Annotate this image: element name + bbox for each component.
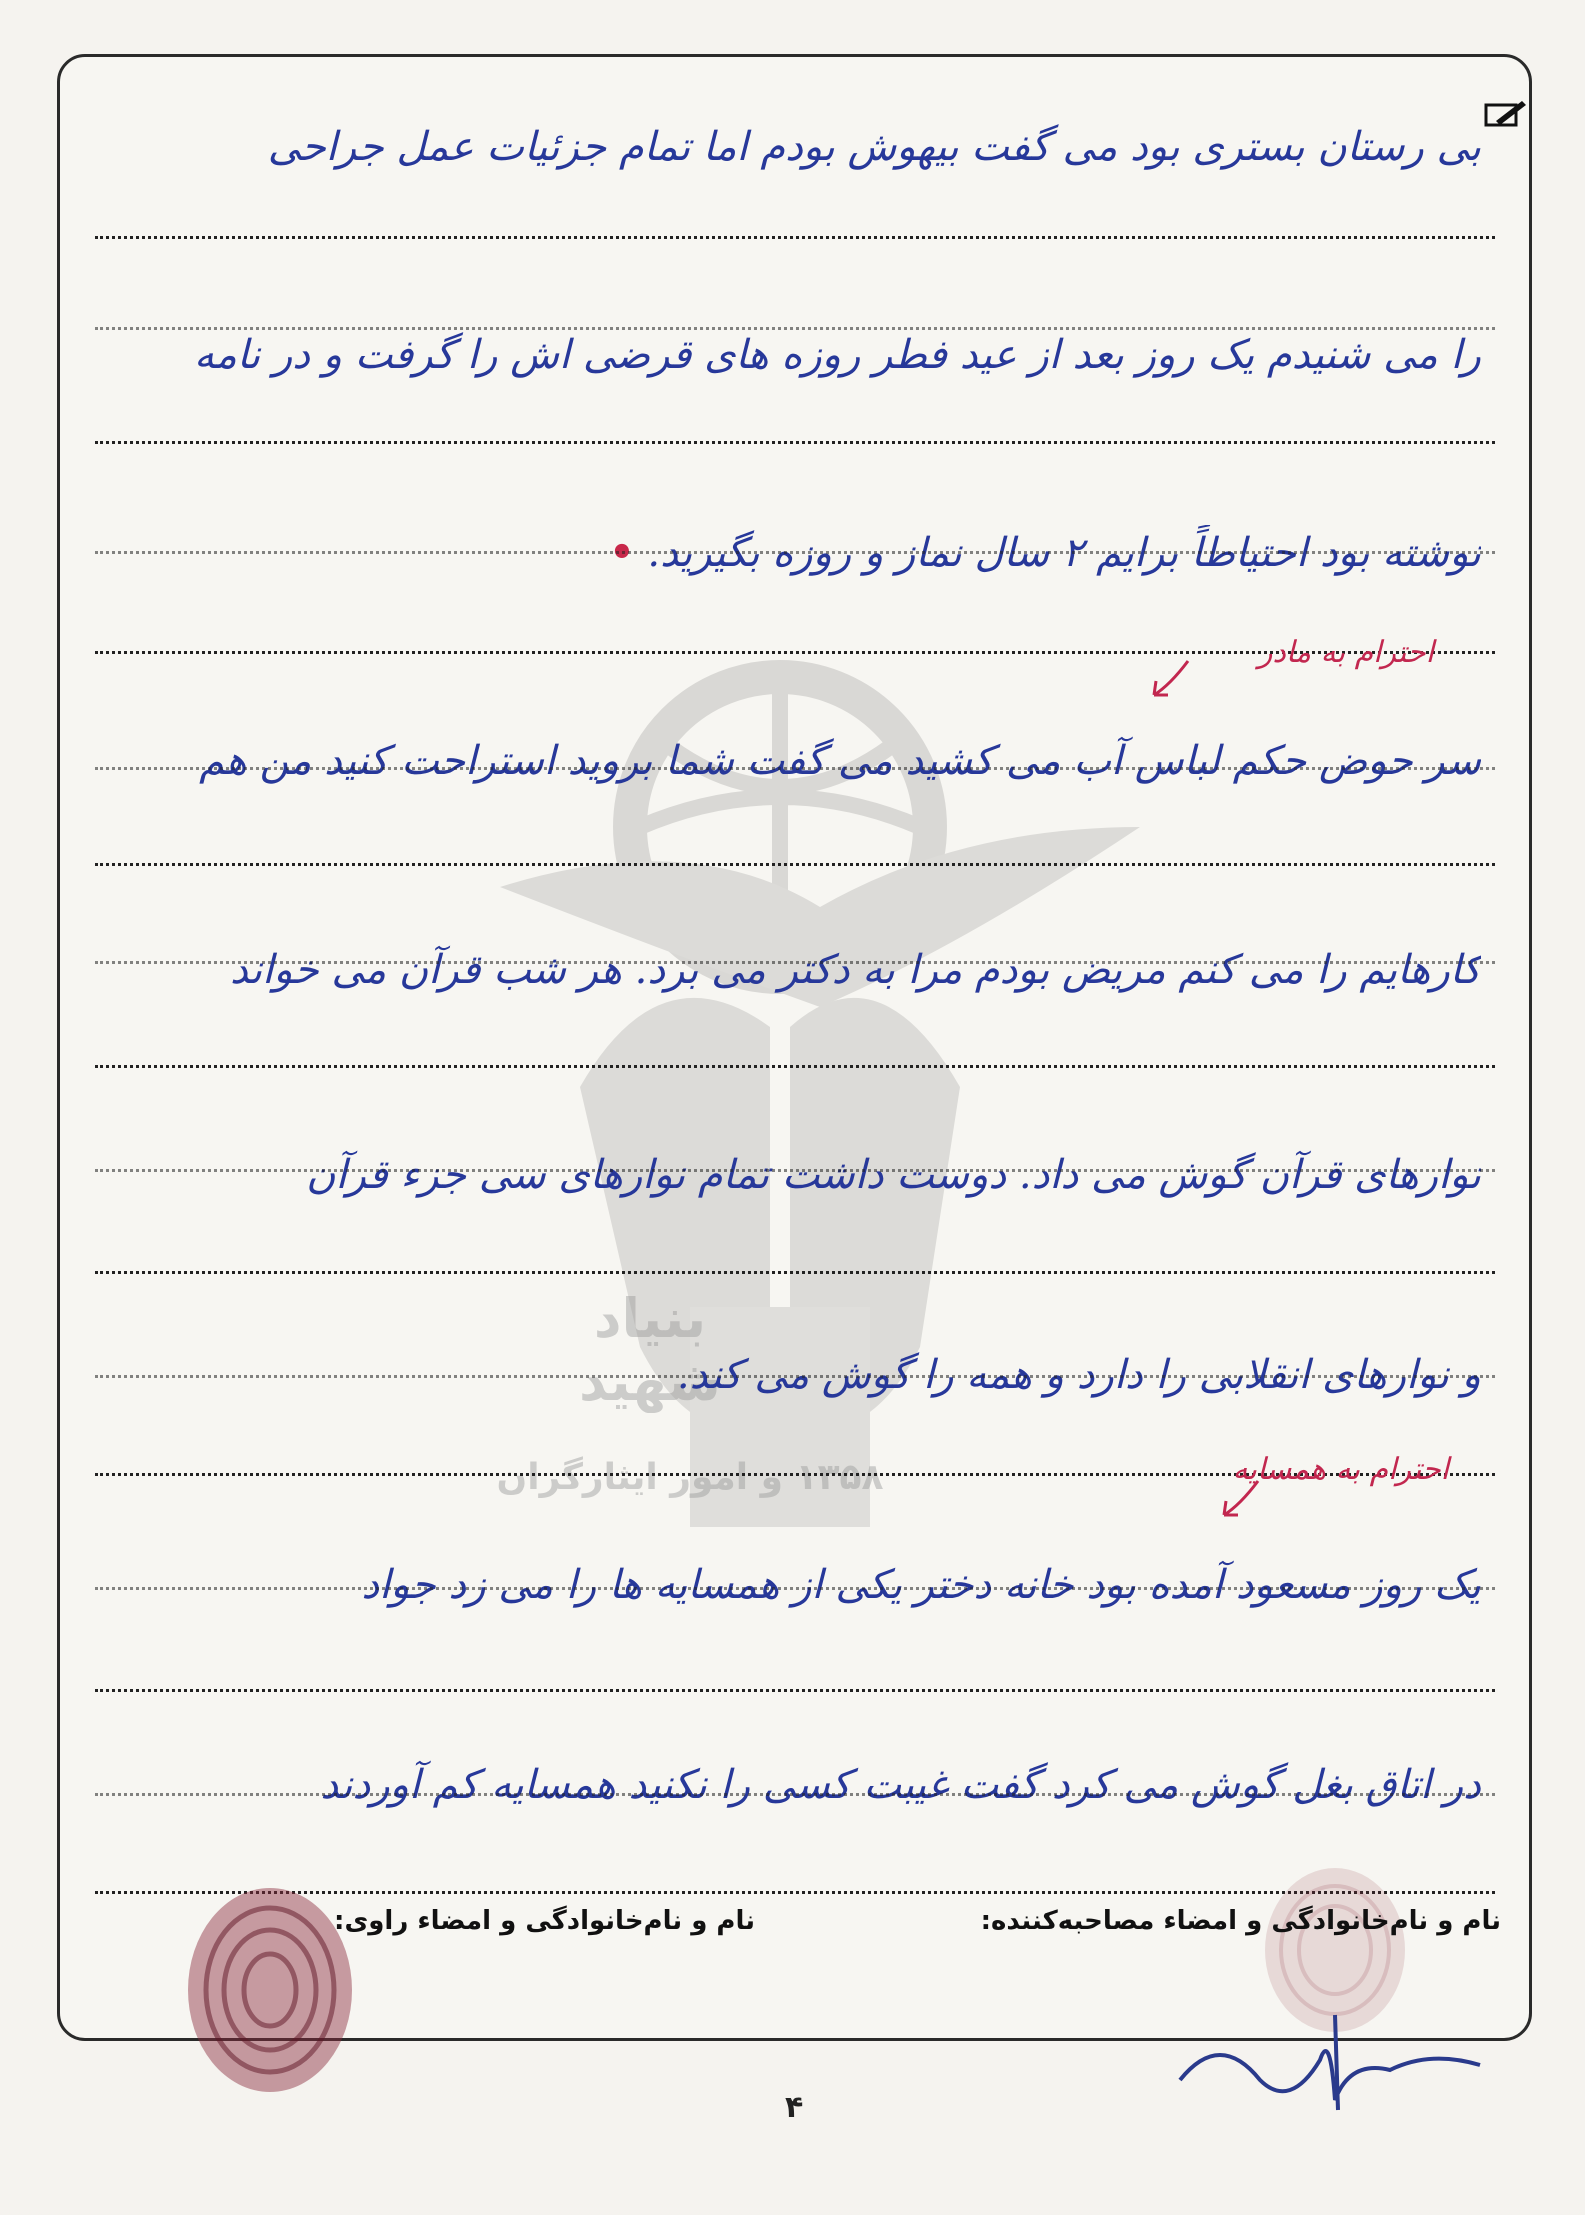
dotted-rule (95, 863, 1495, 866)
dotted-rule (95, 1065, 1495, 1068)
dotted-rule (95, 1689, 1495, 1692)
dotted-rule (95, 961, 1495, 964)
handwritten-line-4: سر حوض حکم لباس آب می کشید می گفت شما بروید استراحت کنید من هم (199, 738, 1481, 784)
watermark-org-name: بنیاد شهید (579, 1287, 721, 1413)
dotted-rule (95, 551, 1495, 554)
handwritten-line-5: کارهایم را می کنم مریض بودم مرا به دکتر می برد. هر شب قرآن می خواند (230, 947, 1481, 993)
handwritten-line-3-text: نوشته بود احتیاطاً برایم ۲ سال نماز و روزه بگیرید. (647, 530, 1481, 576)
handwritten-line-2: را می شنیدم یک روز بعد از عید فطر روزه های قرضی اش را گرفت و در نامه (194, 332, 1481, 378)
red-dot-mark: • (609, 529, 635, 576)
interviewer-signature-label: نام و نام‌خانوادگی و امضاء مصاحبه‌کننده: (980, 1906, 1501, 1936)
handwritten-line-8: یک روز مسعود آمده بود خانه دختر یکی از همسایه ها را می زد جواد (361, 1562, 1481, 1608)
dotted-rule (95, 1587, 1495, 1590)
form-frame (57, 54, 1532, 2041)
signature-icon (1160, 2010, 1500, 2120)
handwritten-line-1: بی رستان بستری بود می گفت بیهوش بودم اما تمام جزئیات عمل جراحی (267, 124, 1481, 170)
dotted-rule (95, 441, 1495, 444)
dotted-rule (95, 1793, 1495, 1796)
margin-note-neighbor: احترام به همسایه (1232, 1452, 1449, 1487)
narrator-signature-label: نام و نام‌خانوادگی و امضاء راوی: (334, 1906, 755, 1936)
dotted-rule (95, 1169, 1495, 1172)
handwritten-line-9: در اتاق بغل گوش می کرد گفت غیبت کسی را نکنید همسایه کم آوردند (320, 1762, 1481, 1808)
page-number: ۴ (785, 2090, 804, 2125)
dotted-rule (95, 1375, 1495, 1378)
dotted-rule (95, 236, 1495, 239)
dotted-rule (95, 767, 1495, 770)
arrow-icon (1140, 655, 1200, 705)
pen-icon (1482, 97, 1528, 131)
handwritten-line-6: نوارهای قرآن گوش می داد. دوست داشت تمام نوارهای سی جزء قرآن (306, 1152, 1481, 1198)
foundation-emblem-watermark (440, 527, 1160, 1577)
dotted-rule (95, 327, 1495, 330)
handwritten-line-7: و نوارهای انقلابی را دارد و همه را گوش می کند. (676, 1352, 1481, 1398)
dotted-rule (95, 1271, 1495, 1274)
watermark-subtitle: ۱۳۵۸ و امور ایثارگران (496, 1457, 884, 1498)
margin-note-mother: احترام به مادر (1258, 635, 1434, 670)
arrow-icon (1210, 1475, 1270, 1525)
